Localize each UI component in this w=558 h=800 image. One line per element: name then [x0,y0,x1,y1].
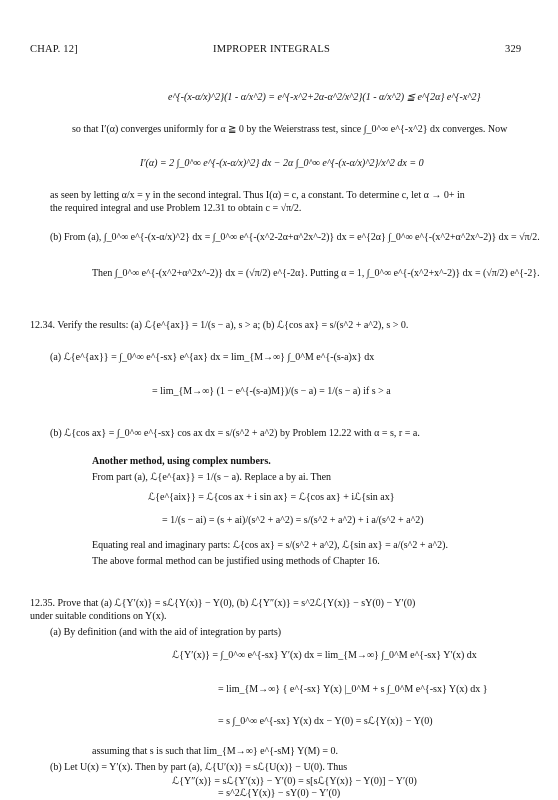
section-heading: Another method, using complex numbers. [92,456,271,467]
text-line: Then ∫_0^∞ e^{-(x^2+α^2x^-2)} dx = (√π/2) e^{-2α}. Putting α = 1, ∫_0^∞ e^{-(x^2+x^-2)} dx = (√π/2) e^{-2}. [92,268,540,279]
equation-line: I′(α) = 2 ∫_0^∞ e^{-(x-α/x)^2} dx − 2α ∫_0^∞ e^{-(x-α/x)^2}/x^2 dx = 0 [140,158,424,169]
equation-line: = 1/(s − ai) = (s + ai)/(s^2 + a^2) = s/(s^2 + a^2) + i a/(s^2 + a^2) [162,515,424,526]
equation-line: = lim_{M→∞} { e^{-sx} Y(x) |_0^M + s ∫_0^M e^{-sx} Y(x) dx } [218,684,488,695]
equation-line: = s^2ℒ{Y(x)} − sY(0) − Y′(0) [218,788,341,799]
equation-line: ℒ{e^{aix}} = ℒ{cos ax + i sin ax} = ℒ{cos ax} + iℒ{sin ax} [148,492,395,503]
running-title: IMPROPER INTEGRALS [213,44,331,55]
equation-line: (a) ℒ{e^{ax}} = ∫_0^∞ e^{-sx} e^{ax} dx = lim_{M→∞} ∫_0^M e^{-(s-a)x} dx [50,352,375,363]
equation-line: = s ∫_0^∞ e^{-sx} Y(x) dx − Y(0) = sℒ{Y(x)} − Y(0) [218,716,433,727]
equation-line: (b) ℒ{cos ax} = ∫_0^∞ e^{-sx} cos ax dx = s/(s^2 + a^2) by Problem 12.22 with α = s, r = a. [50,428,420,439]
equation-line: = lim_{M→∞} (1 − e^{-(s-a)M})/(s − a) = 1/(s − a) if s > a [152,386,391,397]
problem-statement: 12.34. Verify the results: (a) ℒ{e^{ax}} = 1/(s − a), s > a; (b) ℒ{cos ax} = s/(s^2 + a^2), s > 0. [30,320,409,331]
chapter-label: CHAP. 12] [30,44,78,55]
text-line: The above formal method can be justified using methods of Chapter 16. [92,556,380,567]
text-line: (b) Let U(x) = Y′(x). Then by part (a), ℒ{U′(x)} = sℒ{U(x)} − U(0). Thus [50,762,348,773]
equation-line: e^{-(x-α/x)^2}(1 - α/x^2) = e^{-x^2+2α-α^2/x^2}(1 - α/x^2) ≦ e^{2α} e^{-x^2} [168,92,481,103]
text-line: From part (a), ℒ{e^{ax}} = 1/(s − a). Replace a by ai. Then [92,472,332,483]
problem-statement: 12.35. Prove that (a) ℒ{Y′(x)} = sℒ{Y(x)} − Y(0), (b) ℒ{Y″(x)} = s^2ℒ{Y(x)} − sY(0) − Y′(0) [30,598,416,609]
page-number: 329 [505,44,522,55]
text-line: Equating real and imaginary parts: ℒ{cos ax} = s/(s^2 + a^2), ℒ{sin ax} = a/(s^2 + a^2). [92,540,448,551]
text-line: (a) By definition (and with the aid of integration by parts) [50,627,282,638]
text-line: so that I′(α) converges uniformly for α ≧ 0 by the Weierstrass test, since ∫_0^∞ e^{-x^2} dx converges. Now [72,124,508,135]
text-line: under suitable conditions on Y(x). [30,611,167,622]
text-line: the required integral and use Problem 12.31 to obtain c = √π/2. [50,203,302,214]
equation-line: ℒ{Y″(x)} = sℒ{Y′(x)} − Y′(0) = s[sℒ{Y(x)} − Y(0)] − Y′(0) [172,776,417,787]
text-line: (b) From (a), ∫_0^∞ e^{-(x-α/x)^2} dx = ∫_0^∞ e^{-(x^2-2α+α^2x^-2)} dx = e^{2α} ∫_0^∞ e^{-(x^2+α^2x^-2)} dx = √π/2. [50,232,540,243]
equation-line: ℒ{Y′(x)} = ∫_0^∞ e^{-sx} Y′(x) dx = lim_{M→∞} ∫_0^M e^{-sx} Y′(x) dx [172,650,477,661]
text-line: as seen by letting α/x = y in the second integral. Thus I(α) = c, a constant. To determine c, let α → 0+ in [50,190,465,201]
text-line: assuming that s is such that lim_{M→∞} e^{-sM} Y(M) = 0. [92,746,339,757]
